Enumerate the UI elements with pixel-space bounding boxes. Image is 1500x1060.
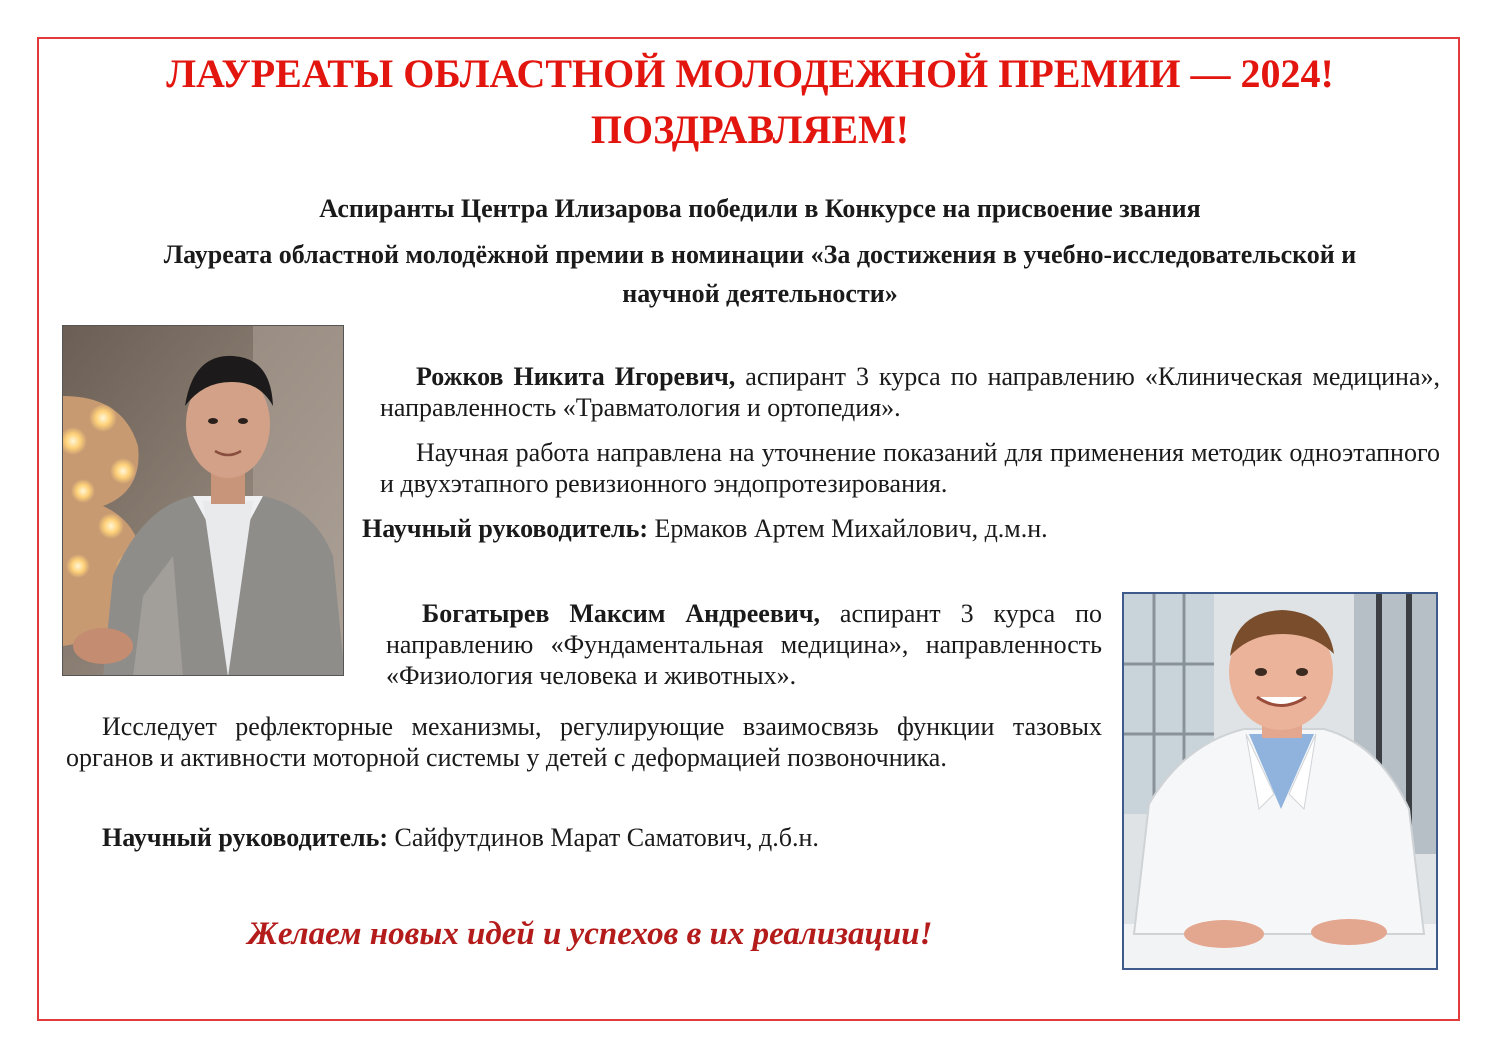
laureate-2-supervisor-name: Сайфутдинов Марат Саматович, д.б.н. [388, 823, 819, 852]
page-subtitle: ПОЗДРАВЛЯЕМ! [590, 107, 910, 152]
closing-wish: Желаем новых идей и успехов в их реализации! [247, 916, 933, 952]
laureate-2-intro [386, 598, 1102, 691]
intro-line-1: Аспиранты Центра Илизарова победили в Конкурсе на присвоение звания [319, 194, 1201, 223]
laureate-1-photo [62, 325, 344, 676]
laureate-1-name: Рожков Никита Игоревич, [416, 362, 736, 391]
laureate-2-supervisor-label: Научный руководитель: [102, 823, 388, 852]
laureate-1-research: Научная работа направлена на уточнение показаний для применения методик одноэтапного и двухэтапного ревизионного эндопротезирования. [380, 438, 1440, 498]
intro-line-2-text: Лауреата областной молодёжной премии в номинации «За достижения в учебно-исследовательской и научной деятельности» [163, 240, 1357, 308]
laureate-1-supervisor-name: Ермаков Артем Михайлович, д.м.н. [648, 514, 1048, 543]
laureate-1-position: аспирант 3 курса по направлению «Клиническая медицина», направленность «Травматология и ортопедия». [380, 362, 1441, 422]
laureate-1-supervisor-label: Научный руководитель: [362, 514, 648, 543]
laureate-1-intro [380, 361, 1440, 423]
laureate-2-photo [1122, 592, 1438, 970]
laureate-2-portrait-image [1124, 594, 1436, 968]
laureate-1-portrait-image [63, 326, 344, 676]
intro-line-2 [60, 235, 1460, 313]
laureate-1-supervisor [362, 513, 1442, 544]
laureate-2-supervisor [66, 822, 1102, 853]
laureate-2-name: Богатырев Максим Андреевич, [422, 599, 821, 628]
laureate-2-position: аспирант 3 курса по направлению «Фундаментальная медицина», направленность «Физиология человека и животных». [386, 599, 1102, 690]
laureate-2-research: Исследует рефлекторные механизмы, регулирующие взаимосвязь функции тазовых органов и активности моторной системы у детей с деформацией позвоночника. [66, 712, 1102, 772]
page-title: ЛАУРЕАТЫ ОБЛАСТНОЙ МОЛОДЕЖНОЙ ПРЕМИИ — 2024! [166, 51, 1334, 96]
